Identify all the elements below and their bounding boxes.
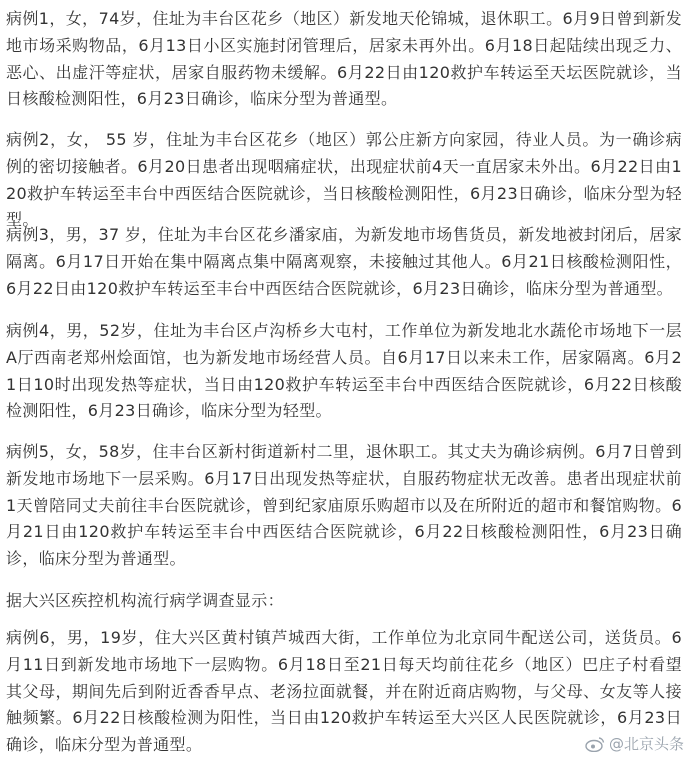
case-5-paragraph: 病例5，女，58岁，住丰台区新村街道新村二里，退休职工。其丈夫为确诊病例。6月7日曾到新发地市场地下一层采购。6月17日出现发热等症状，自服药物症状无改善。患者出现症状前1天曾陪同丈夫前往丰台医院就诊，曾到纪家庙原乐购超市以及在所附近的超市和餐馆购物。6月21日由120救护车转运至丰台中西医结合医院就诊，6月22日核酸检测阳性，6月23日确诊，临床分型为普通型。	[6, 442, 682, 569]
daxing-intro-paragraph: 据大兴区疾控机构流行病学调查显示：	[6, 591, 284, 610]
case-6-paragraph: 病例6，男，19岁，住大兴区黄村镇芦城西大街，工作单位为北京同牛配送公司，送货员。6月11日到新发地市场地下一层购物。6月18日至21日每天均前往花乡（地区）巴庄子村看望其父母，期间先后到附近香香早点、老汤拉面就餐，并在附近商店购物，与父母、女友等人接触频繁。6月22日核酸检测为阳性，当日由120救护车转运至大兴区人民医院就诊，6月23日确诊，临床分型为普通型。	[6, 628, 682, 755]
watermark-text: @北京头条	[608, 735, 684, 753]
case-3-paragraph: 病例3，男，37 岁，住址为丰台区花乡潘家庙，为新发地市场售货员，新发地被封闭后，居家隔离。6月17日开始在集中隔离点集中隔离观察，未接触过其他人。6月21日核酸检测阳性，6月22日由120救护车转运至丰台中西医结合医院就诊，6月23日确诊，临床分型为普通型。	[6, 225, 682, 298]
weibo-icon	[585, 736, 605, 752]
watermark	[585, 733, 684, 754]
case-1-paragraph: 病例1，女，74岁，住址为丰台区花乡（地区）新发地天伦锦城，退休职工。6月9日曾到新发地市场采购物品，6月13日小区实施封闭管理后，居家未再外出。6月18日起陆续出现乏力、恶心、出虚汗等症状，居家自服药物未缓解。6月22日由120救护车转运至天坛医院就诊，当日核酸检测阳性，6月23日确诊，临床分型为普通型。	[6, 9, 682, 109]
case-4-paragraph: 病例4，男，52岁，住址为丰台区卢沟桥乡大屯村，工作单位为新发地北水蔬伦市场地下一层A厅西南老郑州烩面馆，也为新发地市场经营人员。自6月17日以来未工作，居家隔离。6月21日10时出现发热等症状，当日由120救护车转运至丰台中西医结合医院就诊，6月22日核酸检测阳性，6月23日确诊，临床分型为轻型。	[6, 321, 682, 421]
case-2-paragraph: 病例2，女， 55 岁，住址为丰台区花乡（地区）郭公庄新方向家园，待业人员。为一确诊病例的密切接触者。6月20日患者出现咽痛症状，出现症状前4天一直居家未外出。6月22日由120救护车转运至丰台中西医结合医院就诊，当日核酸检测阳性，6月23日确诊，临床分型为轻型。	[6, 130, 682, 230]
